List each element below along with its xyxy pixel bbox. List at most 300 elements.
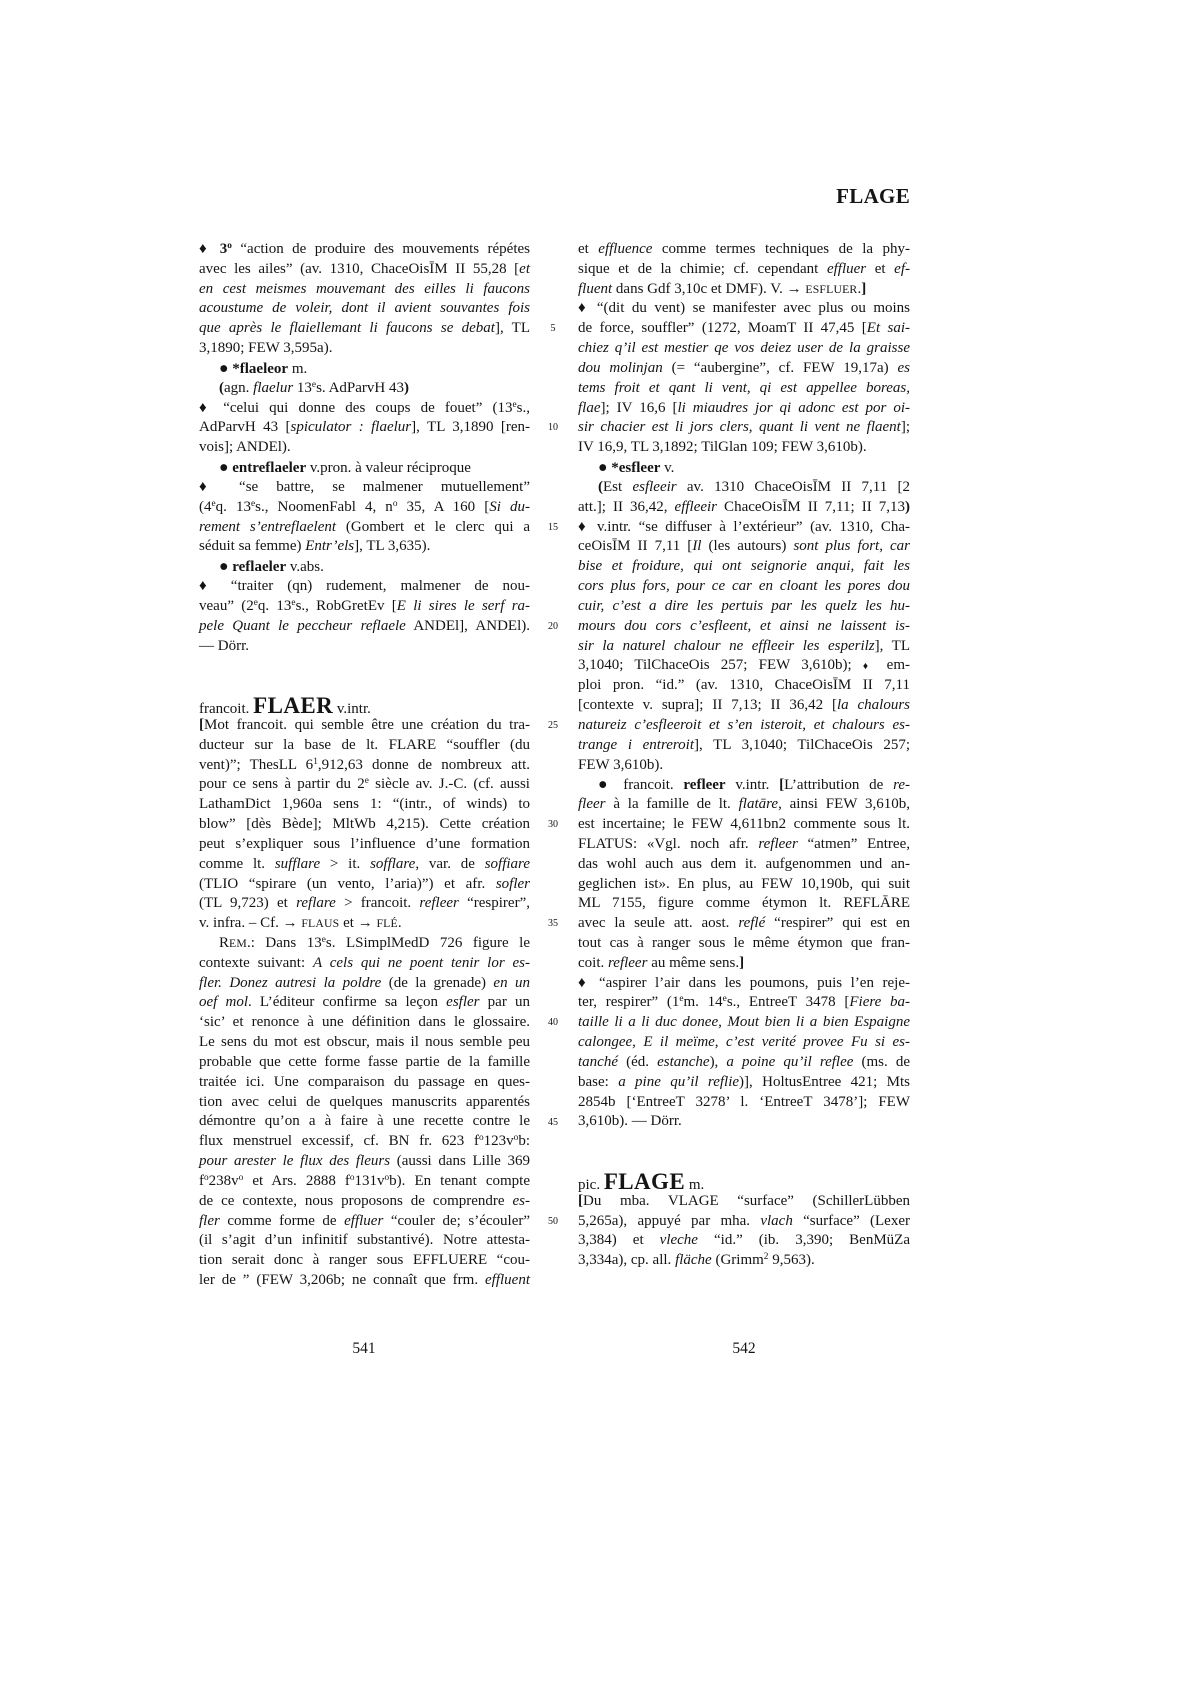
text-run: 3,384) et (578, 1232, 660, 1249)
superscript: o (384, 1172, 390, 1183)
italic-text: E li sires le serf ra- (396, 597, 531, 614)
text-run: “id.” (ib. 3,390; BenMüZa (697, 1232, 910, 1249)
text-line (199, 1231, 530, 1251)
text-run: LathamDict 1,960a sens 1: “(intr., of winds) to (199, 796, 530, 813)
bullet-icon: ● (219, 558, 229, 576)
superscript: o (349, 1172, 355, 1183)
text-run: ♦ “se battre, se malmener mutuellement” (199, 478, 530, 495)
italic-text: fler. Donez autresi la poldre (199, 974, 382, 991)
text-run: das wohl auch aus dem it. aufgenommen und an- (578, 855, 910, 872)
text-run: 3,334a), cp. all. (578, 1252, 676, 1269)
italic-text: cuir, c’est a dire les pertuis par les quelz les hu- (578, 597, 910, 614)
text-line (199, 637, 530, 657)
text-run: (TLIO “spirare (un vento, l’aria)”) et afr. (199, 875, 496, 892)
line-number: 35 (548, 918, 558, 930)
italic-text: re- (893, 777, 910, 794)
text-line (199, 379, 530, 399)
text-line (578, 1033, 910, 1053)
superscript: e (291, 597, 296, 608)
text-run: FLATUS: «Vgl. noch afr. (578, 835, 759, 852)
text-run: base: (578, 1073, 619, 1090)
text-line (578, 974, 910, 994)
italic-text: tems froit et qant li vent, qi est appellee boreas, (578, 379, 910, 396)
text-line (199, 1212, 530, 1232)
italic-text: que après le flaiellemant li faucons se debat (199, 320, 495, 337)
text-run: m. (288, 360, 308, 377)
text-run: tion serait donc à ranger sous EFFLUERE “cou- (199, 1252, 530, 1269)
text-run: (4 (199, 498, 212, 515)
text-run: b). En tenant compte (389, 1172, 530, 1189)
text-line (578, 280, 910, 300)
text-run: att.]; II 36,42, (578, 498, 675, 515)
text-run: ], TL 3,635). (354, 538, 431, 555)
bold-text: refleer (683, 777, 726, 794)
bold-text: reflaeler (232, 559, 287, 576)
superscript: 2 (763, 1252, 769, 1263)
text-line (199, 894, 530, 914)
text-line (578, 1168, 910, 1194)
italic-text: chiez q’il est mestier qe vos deiez user de la graisse (578, 340, 910, 357)
italic-text: fler (199, 1212, 220, 1229)
italic-text: pele Quant le peccheur reflaele (199, 617, 406, 634)
italic-text: refleer (419, 895, 459, 912)
italic-text: fluent (578, 280, 613, 297)
text-run: ANDEl], ANDEl). (405, 617, 530, 634)
text-run: f (199, 1172, 204, 1189)
line-number: 5 (550, 323, 556, 335)
bullet-icon: ● (598, 459, 608, 477)
text-run: pic. (578, 1176, 604, 1193)
text-run: — Dörr. (199, 637, 249, 654)
text-run: ploi pron. “id.” (av. 1310, ChaceOisĪM II 7,11 (578, 677, 910, 694)
text-run: comme forme de (219, 1212, 345, 1229)
text-run: ChaceOisĪM II 7,11; II 7,13 (717, 498, 905, 515)
text-run: vent)”; ThesLL 6 (199, 756, 314, 773)
text-line (578, 1251, 910, 1271)
italic-text: bise et froidure, qui ont seignorie anqui, fait les (578, 558, 910, 575)
italic-text: esfler (446, 994, 480, 1011)
italic-text: A cels qui ne poent tenir lor es- (312, 954, 531, 971)
line-number: 15 (548, 521, 558, 533)
small-caps-text: EM (229, 936, 247, 950)
text-run: (= “aubergine”, cf. FEW 19,17a) (662, 359, 898, 376)
italic-text: es (897, 359, 910, 376)
text-line (199, 1152, 530, 1172)
bold-text: 3 (219, 241, 228, 257)
text-run: et (578, 241, 599, 257)
text-run: q. 13 (215, 498, 251, 515)
text-run: 3,1890; FEW 3,595a). (199, 340, 333, 357)
text-line (578, 795, 910, 815)
superscript: e (253, 597, 258, 608)
left-column (199, 240, 530, 1291)
text-run: ♦ “aspirer l’air dans les poumons, puis l’en reje- (578, 974, 910, 991)
text-run: ], TL 3,1890 [ren- (411, 419, 531, 436)
text-line (199, 537, 530, 557)
small-caps-text: FLAUS (301, 917, 340, 931)
text-run: ), (709, 1053, 727, 1070)
italic-text: et (519, 260, 530, 277)
text-run: 13 (293, 379, 312, 396)
text-line (199, 617, 530, 637)
text-line (578, 557, 910, 577)
text-run: ], TL (494, 320, 530, 337)
bold-text: ( (219, 379, 224, 396)
text-line (199, 1033, 530, 1053)
italic-text: mours dou cors c’esfleent, et ainsi ne laissent is- (578, 617, 910, 634)
italic-text: effluer (826, 260, 867, 277)
italic-text: Si du- (489, 498, 530, 515)
text-run: Mot francoit. qui semble être une création du tra- (204, 716, 530, 733)
text-run: ler de ” (FEW 3,206b; ne connaît que frm. (199, 1272, 485, 1289)
text-run: > it. (320, 855, 371, 872)
bold-text: [ (199, 716, 204, 733)
text-line (199, 1251, 530, 1271)
text-line (578, 676, 910, 696)
text-run: “respirer” qui est en (765, 915, 911, 932)
text-run: ]; IV 16,6 [ (600, 399, 678, 416)
headword: FLAGE (603, 1168, 686, 1194)
text-line (199, 1271, 530, 1291)
text-run: , var. de (415, 855, 485, 872)
text-run: Du mba. VLAGE “surface” (SchillerLübben (583, 1192, 910, 1209)
text-run: v. (660, 460, 675, 477)
italic-text: effluence (598, 241, 653, 257)
italic-text: spiculator : flaelur (290, 419, 412, 436)
italic-text: ef- (894, 260, 910, 277)
italic-text: a pine qu’il reflie (618, 1073, 740, 1090)
text-run: ceOisĪM II 7,11 [ (578, 538, 693, 555)
bold-text: ( (598, 478, 603, 495)
text-line (578, 399, 910, 419)
bullet-icon: ● (219, 359, 229, 377)
bold-text: ) (403, 379, 409, 396)
superscript: e (311, 379, 317, 390)
text-run: ,912,63 donne de nombreux att. (317, 756, 530, 773)
text-line (578, 240, 910, 260)
italic-text: refleer (608, 954, 648, 971)
text-run: v.intr. (333, 701, 371, 718)
text-run: geglichen ist». En plus, au FEW 10,190b, qui suit (578, 875, 910, 892)
text-line (578, 458, 910, 478)
small-caps-text: ESFLUER (805, 282, 858, 296)
text-run: séduit sa femme) (199, 538, 306, 555)
text-line (199, 280, 530, 300)
text-line (199, 260, 530, 280)
text-line (199, 775, 530, 795)
italic-text: effluer (344, 1212, 384, 1229)
text-run: Le sens du mot est obscur, mais il nous semble peu (199, 1034, 530, 1051)
text-line (578, 319, 910, 339)
superscript: e (364, 776, 369, 787)
text-line (199, 299, 530, 319)
text-run: em- (875, 657, 910, 674)
italic-text: vleche (659, 1232, 698, 1249)
text-line (199, 1073, 530, 1093)
text-run: FEW 3,610b). (578, 756, 664, 773)
text-run: 2854b [‘EntreeT 3278’ l. ‘EntreeT 3478’]; FEW (578, 1093, 910, 1110)
italic-text: refleer (758, 835, 798, 852)
text-run: s., RobGretEv [ (295, 597, 397, 614)
text-run: veau” (2 (199, 597, 254, 614)
text-line (578, 835, 910, 855)
text-run: 123v (483, 1133, 514, 1150)
text-run: s. AdParvH 43 (316, 379, 404, 396)
text-run: ♦ “(dit du vent) se manifester avec plus ou moins (578, 300, 910, 317)
bold-text: ] (861, 280, 867, 297)
italic-text: en un (493, 974, 530, 991)
text-line (578, 775, 910, 795)
text-run: v. infra. – Cf. → (199, 915, 302, 932)
italic-text: dou molinjan (578, 359, 663, 376)
text-line (199, 1172, 530, 1192)
line-number: 30 (548, 819, 558, 831)
superscript: o (479, 1133, 484, 1144)
text-line (578, 597, 910, 617)
text-run: traitée ici. Une comparaison du passage en ques- (199, 1073, 530, 1090)
text-line (199, 855, 530, 875)
text-run: “surface” (Lexer (792, 1212, 910, 1229)
text-run: av. 1310 ChaceOisĪM II 7,11 [2 (676, 478, 911, 495)
italic-text: sir la naturel chalour ne effleeir les esperilz (578, 637, 875, 654)
right-column (578, 240, 910, 1271)
text-run: est incertaine; le FEW 4,611bn2 commente sous lt. (578, 816, 910, 833)
text-line (578, 934, 910, 954)
text-line (199, 914, 530, 934)
text-run: blow” [dès Bède]; MltWb 4,215). Cette création (199, 816, 530, 833)
text-line (578, 993, 910, 1013)
text-run: IV 16,9, TL 3,1892; TilGlan 109; FEW 3,610b). (578, 439, 867, 456)
text-line (578, 617, 910, 637)
text-run: . L’éditeur confirme sa leçon (248, 994, 447, 1011)
text-line (578, 914, 910, 934)
text-run: vois]; ANDEl). (199, 439, 291, 456)
italic-text: Fiere ba- (849, 994, 911, 1011)
text-run: m. 14 (683, 994, 723, 1011)
text-line (578, 1013, 910, 1033)
text-run: francoit. (613, 777, 684, 794)
text-run: s., NoomenFabl 4, n (255, 498, 393, 515)
text-line (199, 240, 530, 260)
text-run: dans Gdf 3,10c et DMF). V. → (612, 280, 806, 297)
text-run: francoit. (199, 701, 254, 718)
line-number: 20 (548, 620, 558, 632)
bullet-icon: ● (219, 459, 229, 477)
text-run: et (866, 260, 895, 277)
italic-text: reflare (296, 895, 336, 912)
italic-text: natureiz c’esfleeroit et s’en isteroit, et chalours es- (578, 716, 910, 733)
text-line (578, 299, 910, 319)
text-line (199, 795, 530, 815)
text-line (199, 1013, 530, 1033)
italic-text: oef mol (199, 994, 248, 1011)
line-numbers (540, 240, 566, 1280)
text-line (199, 693, 530, 719)
text-run: avec la seule att. aost. (578, 915, 739, 932)
text-line (199, 557, 530, 577)
text-line (199, 399, 530, 419)
text-line (199, 1112, 530, 1132)
text-line (578, 756, 910, 776)
bold-text: *flaeleor (232, 360, 289, 377)
text-run: probable que cette forme fasse partie de la famille (199, 1053, 530, 1070)
text-run: , ainsi FEW 3,610b, (778, 796, 910, 813)
italic-text: esfleeir (632, 478, 677, 495)
text-run: q. 13 (257, 597, 292, 614)
text-run: v.intr. (725, 777, 780, 794)
text-line (578, 875, 910, 895)
superscript: e (512, 399, 517, 410)
line-number: 45 (548, 1116, 558, 1128)
page-number-left: 541 (352, 1340, 376, 1357)
text-run: “action de produire des mouvements répétes (231, 241, 531, 257)
text-line (578, 1093, 910, 1113)
text-run: ducteur sur la base de lt. FLARE “souffler (du (199, 736, 530, 753)
line-number: 25 (548, 719, 558, 731)
text-line (578, 1212, 910, 1232)
text-run: ♦ “traiter (qn) rudement, malmener de nou- (199, 578, 530, 595)
text-run: . (857, 280, 862, 297)
text-line (199, 577, 530, 597)
text-line (578, 815, 910, 835)
text-run: 131v (354, 1172, 385, 1189)
text-line (578, 577, 910, 597)
text-run: R (219, 934, 230, 951)
italic-text: vlach (760, 1212, 793, 1229)
text-line (199, 736, 530, 756)
superscript: e (321, 934, 326, 945)
text-run: agn. (224, 379, 254, 396)
italic-text: trange i entreroit (578, 736, 695, 753)
text-run: 3,610b). — Dörr. (578, 1113, 682, 1130)
italic-text: sufflare (274, 855, 321, 872)
text-line (578, 855, 910, 875)
italic-text: Et sai- (866, 320, 910, 337)
text-run: (aussi dans Lille 369 (390, 1153, 530, 1170)
page-number-right: 542 (732, 1340, 756, 1357)
italic-text: calongee, E il meïme, c’est verité provee Fu si es- (578, 1034, 910, 1051)
text-run: ‘sic’ et renonce à une définition dans le glossaire. (199, 1014, 530, 1031)
italic-text: tanché (578, 1053, 618, 1070)
text-run: au même sens. (647, 954, 740, 971)
italic-text: a poine qu’il reflee (726, 1053, 854, 1070)
superscript: o (392, 498, 398, 509)
italic-text: en cest meismes mouvemant des eilles li faucons (199, 280, 530, 297)
text-line (578, 498, 910, 518)
italic-text: flae (578, 399, 601, 416)
text-run: à la famille de lt. (605, 796, 739, 813)
italic-text: la chalours (836, 697, 911, 714)
text-line (199, 716, 530, 736)
italic-text: fleer (578, 796, 606, 813)
bold-text: entreflaeler (232, 460, 307, 477)
text-line (199, 1132, 530, 1152)
text-line (199, 359, 530, 379)
text-run: 238v (208, 1172, 239, 1189)
italic-text: cors plus fors, pour ce car en cloant les pores dou (578, 578, 910, 595)
text-run: avec les ailes” (av. 1310, ChaceOisĪM II 55,28 [ (199, 260, 520, 277)
text-run: ]; (900, 419, 910, 436)
text-run: démontre qu’on a à faire à une recette contre le (199, 1113, 530, 1130)
line-number: 50 (548, 1215, 558, 1227)
text-run: 35, A 160 [ (397, 498, 490, 515)
text-run: AdParvH 43 [ (199, 419, 291, 436)
text-run: ML 7155, figure comme étymon lt. REFLĀRE (578, 895, 910, 912)
text-line (578, 1231, 910, 1251)
text-line (578, 954, 910, 974)
diamond-icon: ♦ (862, 661, 876, 673)
text-run: ♦ v.intr. “se diffuser à l’extérieur” (av. 1310, Cha- (578, 518, 910, 535)
text-run: s., EntreeT 3478 [ (726, 994, 850, 1011)
headword: FLAER (253, 693, 334, 719)
italic-text: Entr’els (305, 538, 355, 555)
text-run: . (397, 915, 402, 932)
blank-line (199, 656, 530, 676)
text-run: 5,265a), appuyé par mha. (578, 1212, 761, 1229)
text-line (199, 993, 530, 1013)
text-line (199, 1093, 530, 1113)
text-line (578, 1053, 910, 1073)
text-run: (TL 9,723) et (199, 895, 297, 912)
text-line (578, 1112, 910, 1132)
italic-text: sir chacier est li jors clers, quant li vent ne flaent (578, 419, 901, 436)
small-caps-text: FLÉ (376, 917, 398, 931)
italic-text: li miaudres jor qi adonc est por oi- (677, 399, 911, 416)
text-run: (éd. (617, 1053, 658, 1070)
text-line (199, 339, 530, 359)
text-run: ], TL 3,1040; TilChaceOis 257; (694, 736, 910, 753)
text-line (199, 498, 530, 518)
text-line (199, 756, 530, 776)
text-line (578, 478, 910, 498)
italic-text: rement s’entreflaelent (199, 518, 337, 535)
text-run: (les autours) (701, 538, 794, 555)
italic-text: flaelur (253, 379, 294, 396)
italic-text: fläche (675, 1252, 712, 1269)
italic-text: sont plus fort, car (793, 538, 911, 555)
italic-text: sofflare (370, 855, 416, 872)
superscript: o (238, 1172, 244, 1183)
italic-text: taille li a li duc donee, Mout bien li a bien Espaigne (578, 1014, 910, 1031)
text-run: de ce contexte, nous proposons de comprendre (199, 1192, 513, 1209)
bold-text: *esfleer (611, 460, 661, 477)
bold-text: ) (904, 498, 910, 515)
text-line (199, 438, 530, 458)
text-run: siècle av. J.-C. (cf. aussi (368, 776, 530, 793)
text-run: (de la grenade) (381, 974, 494, 991)
text-run: “respirer”, (458, 895, 530, 912)
text-run: Est (603, 478, 633, 495)
text-run: pour ce sens à partir du 2 (199, 776, 365, 793)
text-line (578, 359, 910, 379)
text-line (199, 954, 530, 974)
text-line (578, 438, 910, 458)
line-number: 40 (548, 1017, 558, 1029)
text-run: ], TL (874, 637, 910, 654)
superscript: e (679, 994, 684, 1005)
text-run: coit. (578, 954, 608, 971)
text-line (578, 1192, 910, 1212)
text-line (199, 815, 530, 835)
blank-line (199, 676, 530, 696)
text-run: (Grimm (711, 1252, 764, 1269)
text-line (199, 319, 530, 339)
superscript: e (722, 994, 727, 1005)
text-run: flux menstruel excessif, cf. BN fr. 623 f (199, 1133, 480, 1150)
italic-text: es- (512, 1192, 530, 1209)
text-run: )], HoltusEntree 421; Mts (739, 1073, 910, 1090)
text-line (199, 974, 530, 994)
